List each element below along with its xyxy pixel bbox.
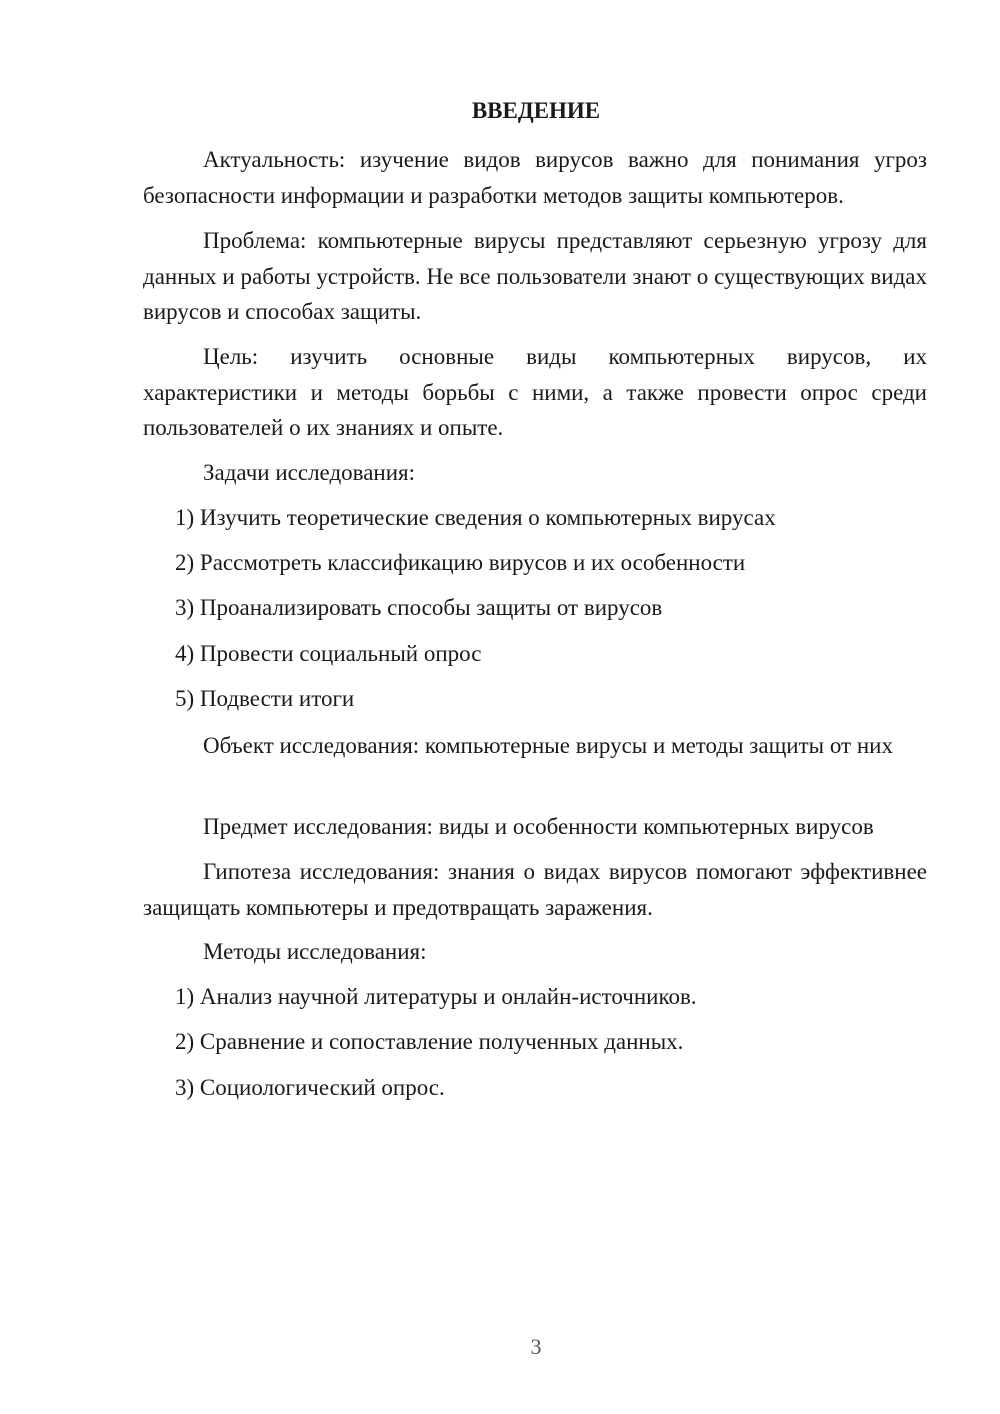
paragraph-object: Объект исследования: компьютерные вирусы и методы защиты от них: [203, 733, 893, 758]
task-item-2: 2) Рассмотреть классификацию вирусов и их особенности: [175, 550, 746, 575]
paragraph-subject: Предмет исследования: виды и особенности компьютерных вирусов: [203, 814, 874, 839]
method-item-1: 1) Анализ научной литературы и онлайн-источников.: [175, 984, 697, 1009]
paragraph-hypothesis: Гипотеза исследования: знания о видах вирусов помогают эффективнее защищать компьютеры и предотвращать заражения.: [143, 859, 927, 920]
task-item-1: 1) Изучить теоретические сведения о компьютерных вирусах: [175, 505, 776, 530]
method-item-3: 3) Социологический опрос.: [175, 1075, 445, 1100]
page-number: 3: [530, 1334, 542, 1359]
task-item-3: 3) Проанализировать способы защиты от вирусов: [175, 595, 663, 620]
task-item-4: 4) Провести социальный опрос: [175, 641, 482, 666]
method-item-2: 2) Сравнение и сопоставление полученных данных.: [175, 1029, 684, 1054]
methods-heading: Методы исследования:: [203, 939, 427, 964]
section-title: ВВЕДЕНИЕ: [471, 98, 601, 123]
paragraph-goal: Цель: изучить основные виды компьютерных вирусов, их характеристики и методы борьбы с ними, а также провести опрос среди пользователей о их знаниях и опыте.: [143, 344, 927, 440]
tasks-heading: Задачи исследования:: [203, 460, 416, 485]
task-item-5: 5) Подвести итоги: [175, 686, 355, 711]
paragraph-relevance: Актуальность: изучение видов вирусов важно для понимания угроз безопасности информации и разработки методов защиты компьютеров.: [143, 147, 927, 208]
paragraph-problem: Проблема: компьютерные вирусы представляют серьезную угрозу для данных и работы устройств. Не все пользователи знают о существующих видах вирусов и способах защиты.: [143, 228, 927, 324]
